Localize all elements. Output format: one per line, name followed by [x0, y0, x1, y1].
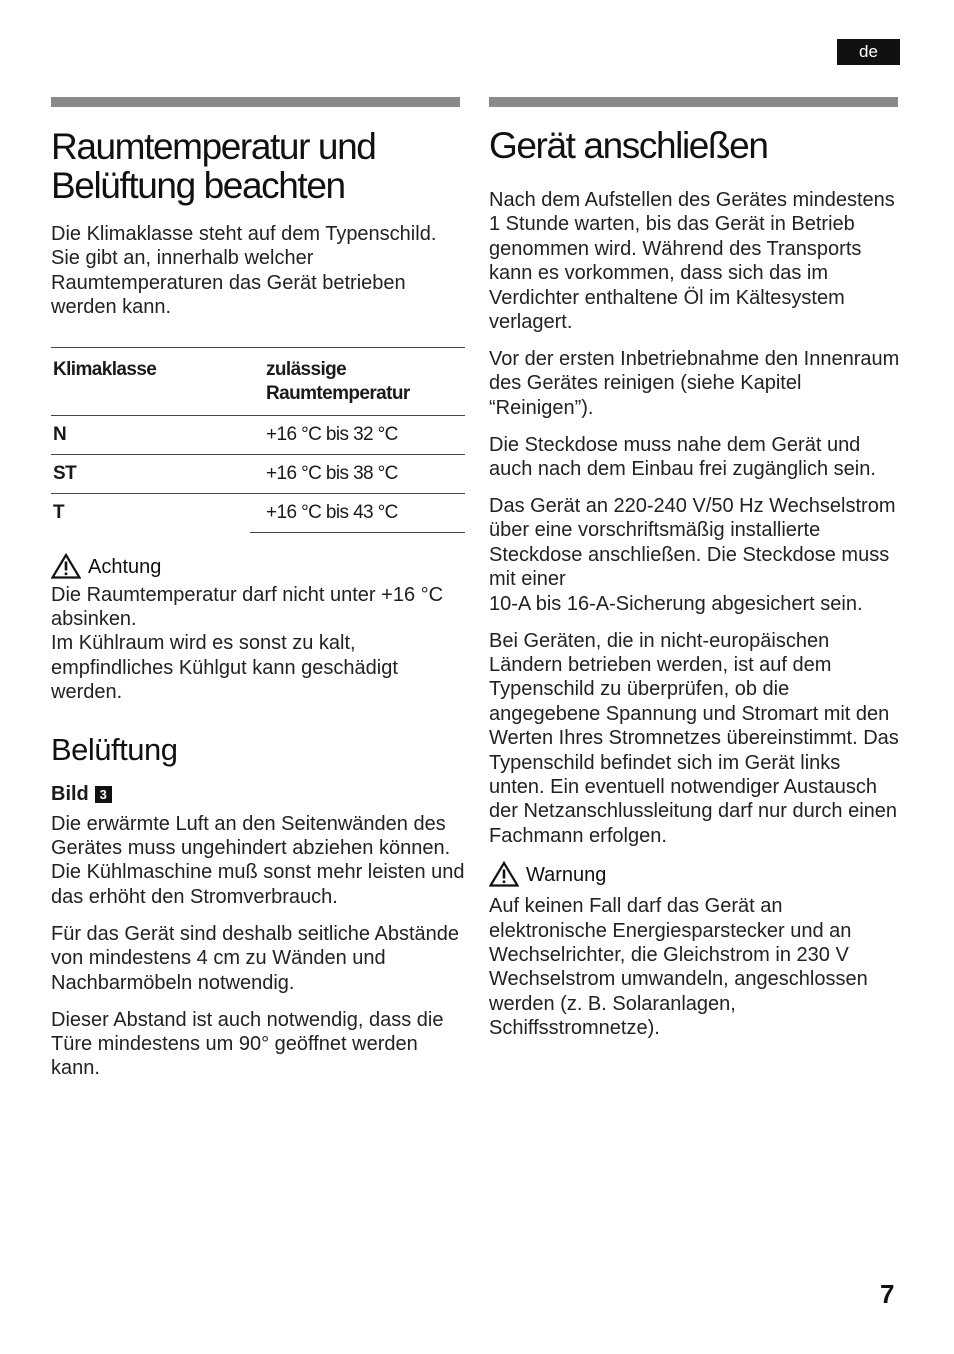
row-temperatur: +16 °C bis 38 °C: [250, 454, 465, 493]
header-temperatur: zulässige Raumtemperatur: [250, 347, 465, 415]
intro-paragraph: Die Klimaklasse steht auf dem Typenschild. Sie gibt an, innerhalb welcher Raumtemperaturen das Gerät betrieben werden kann.: [51, 223, 437, 319]
anschluss-paragraph-4a: Das Gerät an 220-240 V/50 Hz Wechselstrom über eine vorschriftsmäßig installierte Steckdose anschließen. Die Steckdose muss mit einer: [489, 494, 896, 591]
warnung-text: Auf keinen Fall darf das Gerät an elektronische Energiesparstecker und an Wechselrichter, die Gleichstrom in 230 V Wechselstrom umwandeln, angeschlossen werden (z. B. Solaranlagen, Schiffsstromnetze).: [489, 895, 868, 1040]
figure-reference: [51, 783, 465, 806]
left-column: [51, 97, 465, 1081]
row-klasse: T: [53, 501, 65, 523]
section-heading-anschliessen: Gerät anschließen: [489, 125, 768, 166]
section-rule: [51, 97, 460, 107]
warning-triangle-icon: [489, 861, 519, 887]
anschluss-paragraph-1: Nach dem Aufstellen des Gerätes mindestens 1 Stunde warten, bis das Gerät in Betrieb genommen wird. Während des Transports kann es vorkommen, dass sich das im Verdichter enthaltene Öl im Kältesystem verlagert.: [489, 189, 895, 334]
warnung-note-heading: [489, 861, 901, 887]
anschluss-paragraph-4b: 10-A bis 16-A-Sicherung abgesichert sein.: [489, 592, 863, 615]
section-rule: [489, 97, 898, 107]
section-heading-raumtemperatur: [51, 127, 465, 205]
achtung-text-1: Die Raumtemperatur darf nicht unter +16 °C absinken.: [51, 583, 444, 631]
warning-triangle-icon: [51, 553, 81, 579]
heading-line-1: Raumtemperatur und: [51, 126, 376, 167]
table-row: [51, 493, 465, 532]
row-temperatur: +16 °C bis 43 °C: [250, 493, 465, 532]
achtung-label: Achtung: [88, 555, 162, 578]
bild-label: Bild: [51, 782, 89, 805]
belueftung-paragraph-2: Für das Gerät sind deshalb seitliche Abstände von mindestens 4 cm zu Wänden und Nachbarmöbeln notwendig.: [51, 922, 460, 994]
table-row: [51, 454, 465, 493]
belueftung-heading: Belüftung: [51, 731, 178, 767]
table-header-row: [51, 347, 465, 415]
warnung-label: Warnung: [526, 864, 607, 887]
table-row: [51, 415, 465, 454]
anschluss-paragraph-5: Bei Geräten, die in nicht-europäischen Ländern betrieben werden, ist auf dem Typenschild zu überprüfen, ob die angegebene Spannung und Stromart mit den Werten Ihres Stromnetzes übereinstimmt. Das Typenschild befindet sich im Gerät links unten. Ein eventuell notwendiger Austausch der Netzanschlussleitung darf nur durch einen Fachmann erfolgen.: [489, 629, 899, 847]
klimaklasse-table: [51, 347, 465, 533]
right-column: [489, 97, 901, 1041]
anschluss-paragraph-3: Die Steckdose muss nahe dem Gerät und auch nach dem Einbau frei zugänglich sein.: [489, 433, 876, 481]
row-klasse: ST: [51, 454, 250, 493]
anschluss-paragraph-2: Vor der ersten Inbetriebnahme den Innenraum des Gerätes reinigen (siehe Kapitel “Reinigen”).: [489, 347, 900, 419]
row-klasse: N: [51, 415, 250, 454]
header-klimaklasse: Klimaklasse: [51, 347, 250, 415]
achtung-text-2: Im Kühlraum wird es sonst zu kalt, empfindliches Kühlgut kann geschädigt werden.: [51, 632, 398, 704]
bild-number-badge: 3: [95, 786, 112, 803]
heading-line-2: Belüftung beachten: [51, 165, 345, 206]
achtung-note-heading: [51, 553, 465, 579]
belueftung-paragraph-3: Dieser Abstand ist auch notwendig, dass die Türe mindestens um 90° geöffnet werden kann.: [51, 1008, 444, 1080]
language-badge: de: [837, 39, 900, 65]
page-number: 7: [880, 1279, 895, 1309]
belueftung-paragraph-1: Die erwärmte Luft an den Seitenwänden des Gerätes muss ungehindert abziehen können. Die Kühlmaschine muß sonst mehr leisten und das erhöht den Stromverbrauch.: [51, 812, 465, 908]
row-temperatur: +16 °C bis 32 °C: [250, 415, 465, 454]
